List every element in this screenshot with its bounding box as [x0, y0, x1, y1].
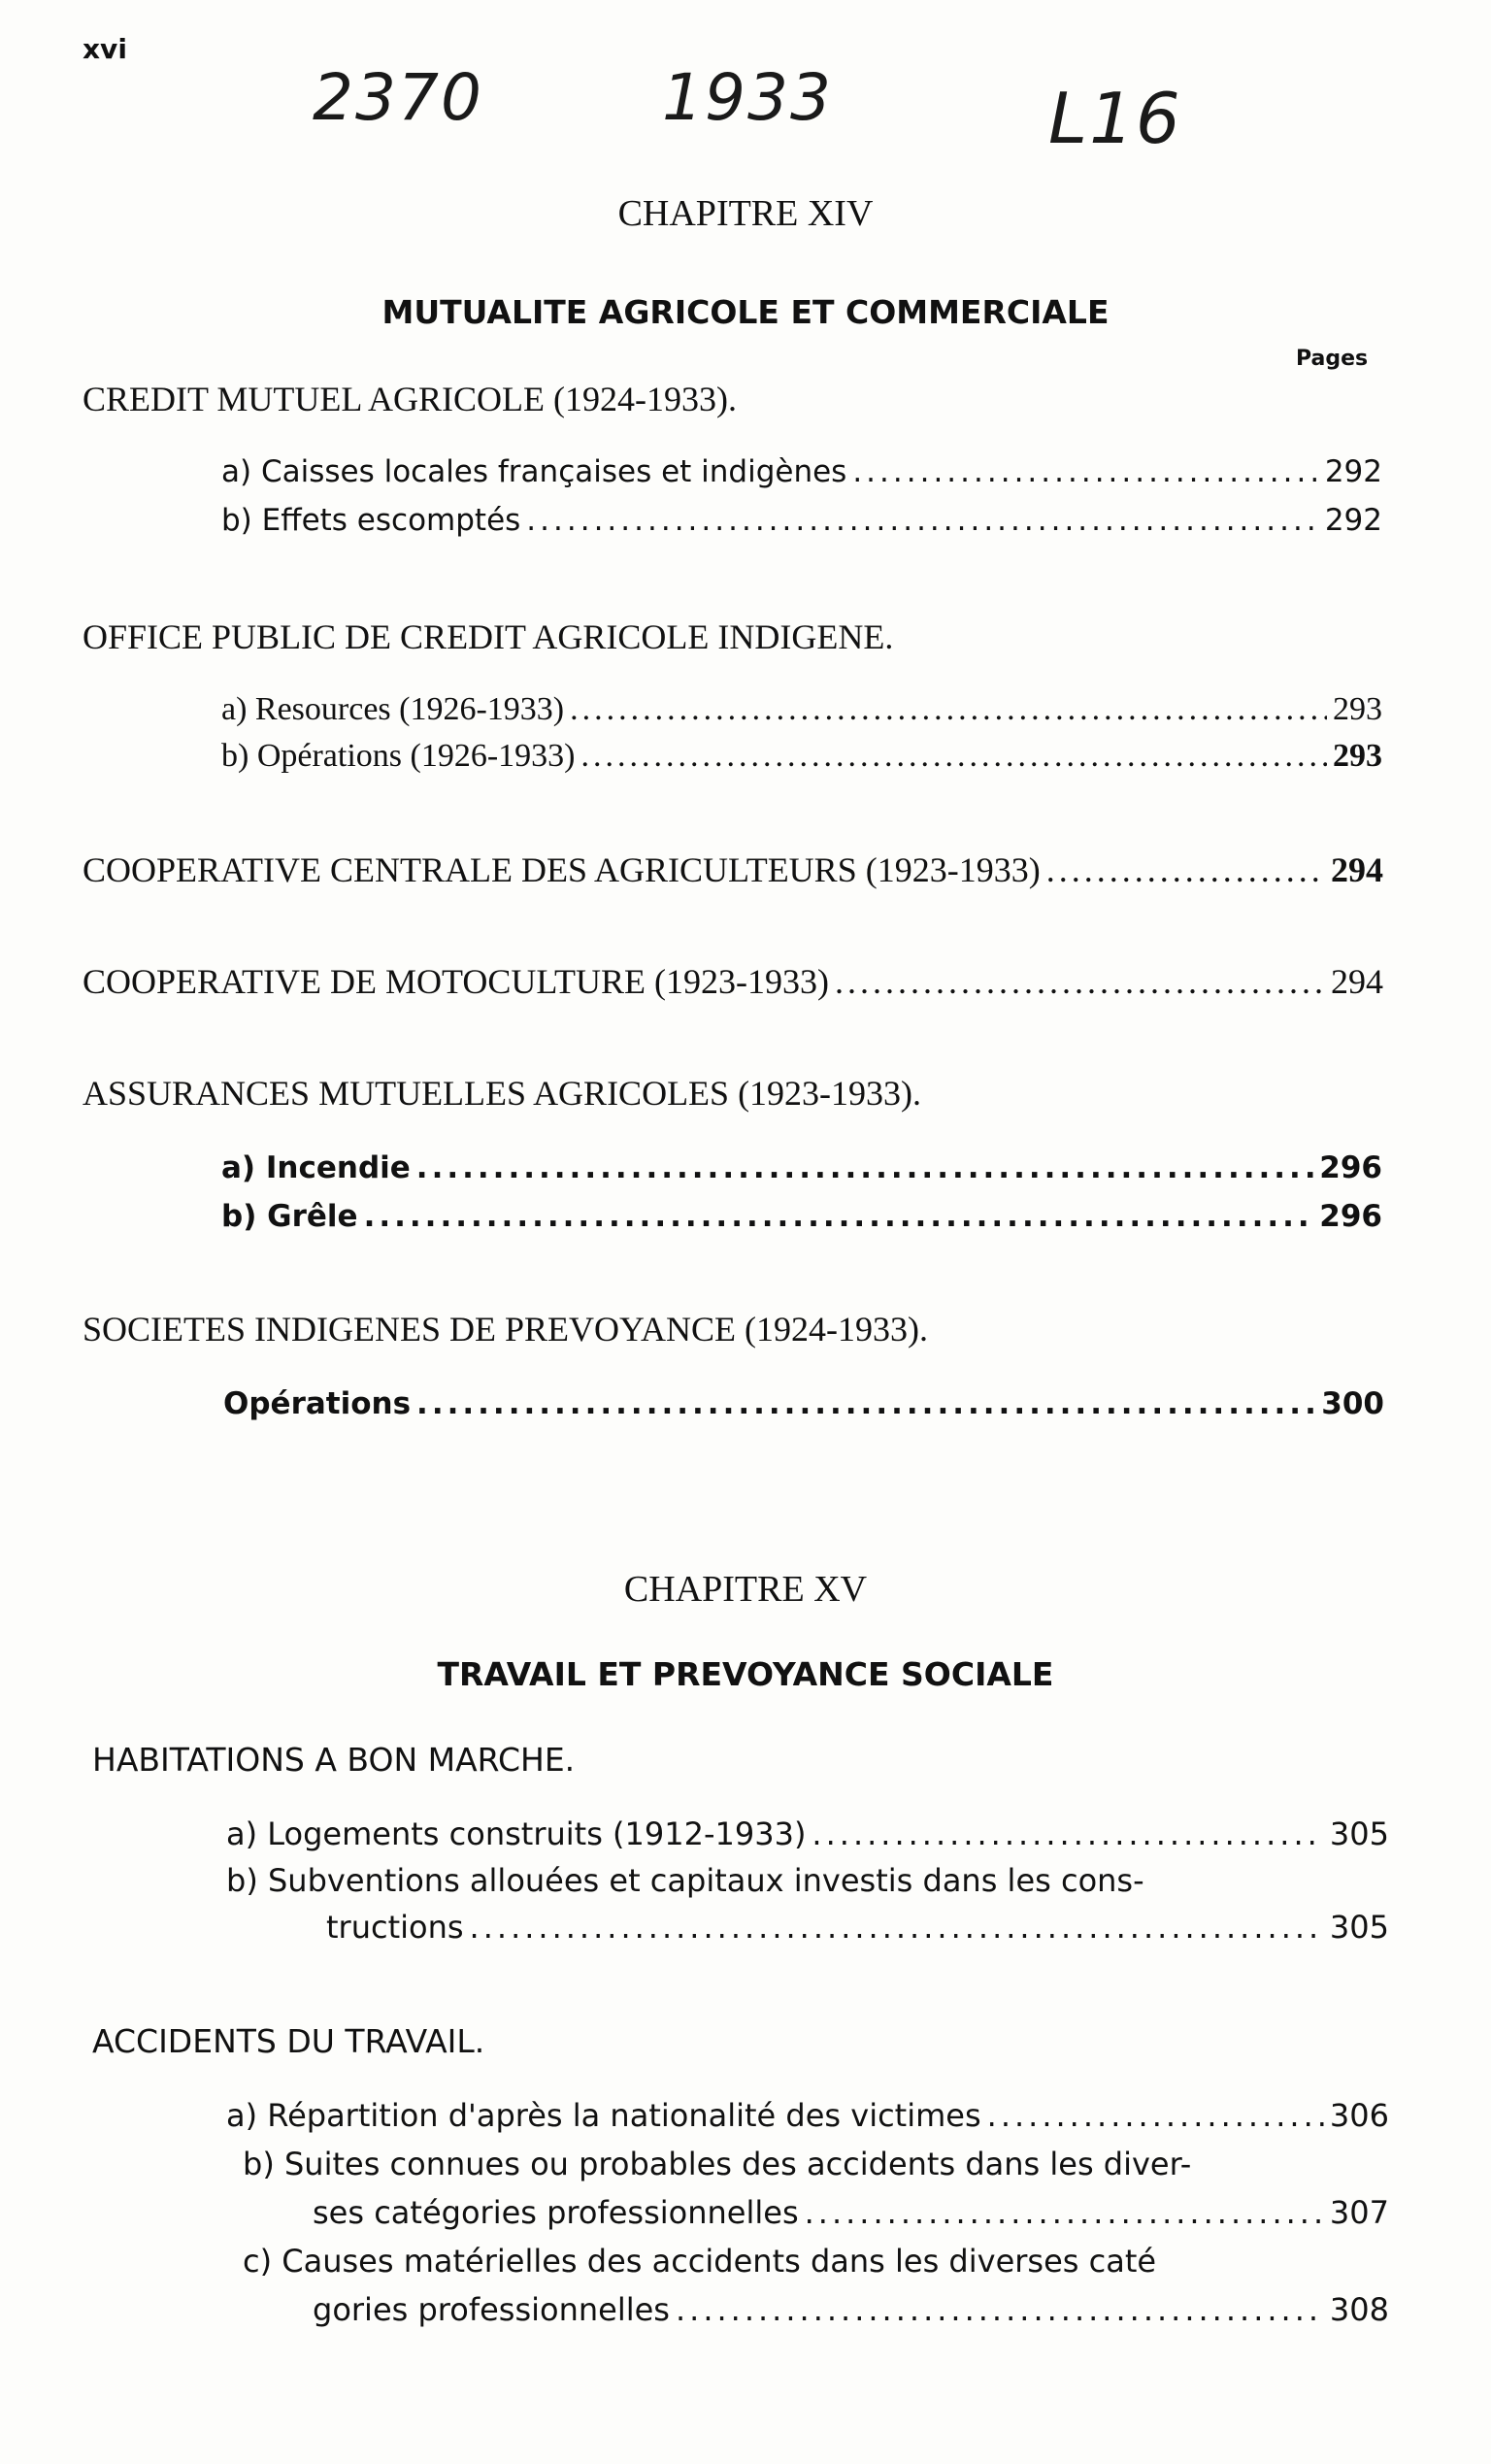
chapter-title: MUTUALITE AGRICOLE ET COMMERCIALE: [381, 293, 1110, 331]
section-title: CREDIT MUTUEL AGRICOLE (1924-1933).: [83, 380, 737, 418]
toc-entry[interactable]: [221, 1199, 1382, 1234]
dot-leader: [835, 961, 1325, 1002]
handwritten-annotation: 1933: [662, 60, 833, 135]
toc-entry-page: 294: [1331, 850, 1383, 889]
handwritten-annotation: L16: [1048, 78, 1182, 159]
toc-entry-page: 293: [1333, 691, 1382, 727]
toc-entry[interactable]: [226, 2097, 1389, 2134]
dot-leader: [580, 738, 1327, 775]
toc-entry-label: a) Logements construits (1912-1933): [226, 1815, 807, 1852]
toc-entry-page: 305: [1329, 1909, 1389, 1946]
toc-entry[interactable]: [223, 1386, 1384, 1421]
dot-leader: [470, 1909, 1324, 1946]
toc-entry-page: 296: [1319, 1199, 1382, 1234]
toc-entry-label-line1: b) Subventions allouées et capitaux investis dans les cons-: [226, 1862, 1144, 1899]
toc-entry-page: 305: [1329, 1815, 1389, 1852]
toc-entry-label: b) Grêle: [221, 1199, 358, 1234]
toc-entry-label: a) Incendie: [221, 1150, 411, 1185]
section-title: SOCIETES INDIGENES DE PREVOYANCE (1924-1933).: [83, 1310, 928, 1349]
toc-entry-page: 293: [1333, 738, 1382, 774]
dot-leader: [812, 1815, 1324, 1852]
dot-leader: [805, 2194, 1324, 2231]
toc-entry-label: b) Effets escomptés: [221, 503, 521, 538]
dot-leader: [416, 1150, 1313, 1185]
toc-entry-page: 307: [1329, 2194, 1389, 2231]
toc-entry-page: 296: [1319, 1150, 1382, 1185]
dot-leader: [852, 454, 1319, 489]
toc-entry[interactable]: [221, 691, 1382, 728]
toc-entry-page: 300: [1321, 1386, 1384, 1421]
toc-entry[interactable]: [221, 1150, 1382, 1185]
toc-entry-label: tructions: [326, 1909, 464, 1946]
dot-leader: [364, 1199, 1314, 1234]
toc-entry-label: b) Opérations (1926-1933): [221, 738, 576, 774]
page-number: xvi: [83, 33, 127, 65]
toc-entry[interactable]: [221, 738, 1382, 775]
toc-entry-label: ses catégories professionnelles: [313, 2194, 799, 2231]
pages-column-header: Pages: [1296, 347, 1369, 371]
toc-entry-label: COOPERATIVE DE MOTOCULTURE (1923-1933): [83, 962, 829, 1001]
toc-entry[interactable]: [221, 454, 1382, 489]
toc-entry-page: 294: [1331, 962, 1383, 1001]
chapter-title: TRAVAIL ET PREVOYANCE SOCIALE: [437, 1655, 1054, 1693]
toc-entry[interactable]: [83, 961, 1383, 1002]
dot-leader: [1046, 849, 1325, 890]
toc-entry-label: a) Caisses locales françaises et indigènes: [221, 454, 847, 489]
toc-entry-label-line1: c) Causes matérielles des accidents dans les diverses caté: [243, 2243, 1157, 2280]
toc-entry-page: 292: [1324, 454, 1382, 489]
section-title: ASSURANCES MUTUELLES AGRICOLES (1923-1933).: [83, 1074, 922, 1113]
dot-leader: [416, 1386, 1315, 1421]
toc-entry-label: a) Resources (1926-1933): [221, 691, 565, 727]
toc-entry-label-line1: b) Suites connues ou probables des accidents dans les diver-: [243, 2146, 1192, 2182]
toc-entry-page: 306: [1329, 2097, 1389, 2134]
handwritten-annotation: 2370: [313, 60, 483, 135]
chapter-heading: CHAPITRE XV: [623, 1569, 868, 1610]
toc-entry-label: a) Répartition d'après la nationalité des victimes: [226, 2097, 981, 2134]
toc-entry[interactable]: [221, 503, 1382, 538]
chapter-heading: CHAPITRE XIV: [617, 193, 874, 234]
toc-entry-label: gories professionnelles: [313, 2291, 670, 2328]
toc-entry[interactable]: [326, 1909, 1389, 1946]
toc-entry[interactable]: [313, 2291, 1389, 2328]
dot-leader: [526, 503, 1319, 538]
dot-leader: [570, 691, 1327, 728]
toc-entry-label: Opérations: [223, 1386, 412, 1421]
section-title: ACCIDENTS DU TRAVAIL.: [92, 2022, 485, 2060]
toc-entry-page: 308: [1329, 2291, 1389, 2328]
toc-entry[interactable]: [83, 849, 1383, 890]
section-title: OFFICE PUBLIC DE CREDIT AGRICOLE INDIGENE.: [83, 617, 894, 656]
toc-entry-label: COOPERATIVE CENTRALE DES AGRICULTEURS (1923-1933): [83, 850, 1041, 889]
dot-leader: [676, 2291, 1324, 2328]
toc-entry[interactable]: [313, 2194, 1389, 2231]
toc-entry-page: 292: [1324, 503, 1382, 538]
dot-leader: [987, 2097, 1324, 2134]
toc-entry[interactable]: [226, 1815, 1389, 1852]
section-title: HABITATIONS A BON MARCHE.: [92, 1741, 576, 1779]
